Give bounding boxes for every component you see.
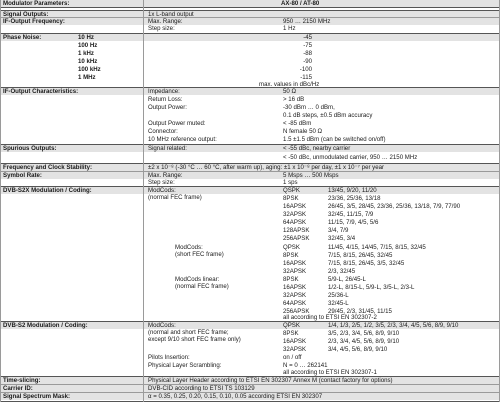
modcod-mod: 16APSK [283, 284, 307, 291]
modcod-rates: 32/45, 3/4 [328, 235, 356, 242]
dvbs2x-group-title: ModCods: [148, 187, 176, 194]
reference-output-value: 1.5 ±1.5 dBm (can be switched on/off) [283, 136, 386, 143]
phase-noise-value: -90 [303, 58, 312, 65]
signal-spectrum-mask-label: Signal Spectrum Mask: [3, 393, 71, 400]
output-power-muted-value: < -85 dBm [283, 120, 312, 127]
rule [0, 17, 500, 18]
dvbs2x-group-subtitle: (normal FEC frame) [175, 283, 229, 290]
time-slicing-label: Time-slicing: [3, 377, 41, 384]
modcod-rates: 2/3, 32/45 [328, 268, 356, 275]
dvbs2-modcods-line: ModCods: [148, 322, 176, 329]
rule [0, 401, 500, 402]
if-output-frequency-bar [0, 18, 500, 25]
modcod-rates: 3/4, 7/9 [328, 227, 349, 234]
signal-related-value: < -55 dBc, nearby carrier [283, 145, 351, 152]
modcod-rates: 13/45, 9/20, 11/20 [328, 187, 377, 194]
signal-related-label: Signal related: [148, 145, 187, 152]
modcod-mod: 16APSK [283, 338, 307, 345]
column-divider [0, 0, 1, 402]
carrier-id-value: DVB-CID according to ETSI TS 103129 [148, 385, 255, 392]
header-bar [0, 0, 500, 7]
phase-noise-freq: 100 kHz [78, 66, 101, 73]
phase-noise-freq: 1 kHz [78, 50, 94, 57]
dvbs2x-group-title: ModCods: [175, 244, 203, 251]
if-output-characteristics-label: IF-Output Characteristics: [3, 88, 79, 95]
impedance-label: Impedance: [148, 88, 180, 95]
dvbs2x-group-subtitle: (short FEC frame) [175, 251, 224, 258]
return-loss-value: > 16 dB [283, 96, 305, 103]
dvbs2-footer: all according to ETSI EN 302307-1 [283, 369, 377, 376]
phase-noise-bar [0, 34, 500, 41]
modcod-rates: 2/3, 3/4, 4/5, 5/6, 8/9, 9/10 [328, 338, 400, 345]
phase-noise-value: -75 [303, 42, 312, 49]
modcod-mod: 8PSK [283, 276, 299, 283]
output-power-value: -30 dBm … 0 dBm, [283, 104, 335, 111]
scrambling-label: Physical Layer Scrambling: [148, 362, 222, 369]
frequency-stability-label: Frequency and Clock Stability: [3, 164, 93, 171]
phase-noise-value: -88 [303, 50, 312, 57]
rule [0, 7, 500, 8]
pilots-insertion-label: Pilots Insertion: [148, 354, 190, 361]
modcod-rates: 7/15, 8/15, 26/45, 3/5, 32/45 [328, 260, 405, 267]
modcod-mod: 16APSK [283, 203, 307, 210]
signal-outputs-label: Signal Outputs: [3, 11, 49, 18]
model-header: AX-80 / AT-80 [281, 0, 320, 7]
modcod-rates: 23/36, 25/36, 13/18 [328, 195, 381, 202]
symbol-rate-step-label: Step size: [148, 179, 175, 186]
symbol-rate-max-value: 5 Msps … 500 Msps [283, 172, 339, 179]
modcod-mod: 128APSK [283, 227, 310, 234]
phase-noise-freq: 10 kHz [78, 58, 98, 65]
symbol-rate-max-label: Max. Range: [148, 172, 183, 179]
step-size-label: Step size: [148, 25, 175, 32]
if-output-frequency-label: IF-Output Frequency: [3, 18, 65, 25]
step-size-value: 1 Hz [283, 25, 296, 32]
signal-spectrum-mask-value: α = 0.35, 0.25, 0.20, 0.15, 0.10, 0.05 according ETSI EN 302307 [148, 393, 323, 400]
symbol-rate-bar [0, 172, 500, 179]
max-range-value: 950 … 2150 MHz [283, 18, 331, 25]
modcod-rates: 3/4, 4/5, 5/6, 8/9, 9/10 [328, 346, 388, 353]
dvbs2-modcods-line: except 9/10 short FEC frame only) [148, 336, 241, 343]
output-power-steps: 0.1 dB steps, ±0.5 dBm accuracy [283, 112, 373, 119]
phase-noise-value: -45 [303, 34, 312, 41]
pilots-insertion-value: on / off [283, 354, 302, 361]
modcod-rates: 32/45, 11/15, 7/9 [328, 211, 374, 218]
modcod-mod: 64APSK [283, 219, 307, 226]
modcod-rates: 7/15, 8/15, 26/45, 32/45 [328, 252, 393, 259]
impedance-value: 50 Ω [283, 88, 297, 95]
rule [0, 144, 500, 145]
modcod-mod: 16APSK [283, 260, 307, 267]
rule [0, 171, 500, 172]
modcod-rates: 11/45, 4/15, 14/45, 7/15, 8/15, 32/45 [328, 244, 426, 251]
scrambling-value: N = 0 … 262141 [283, 362, 328, 369]
rule [0, 10, 500, 11]
connector-label: Connector: [148, 128, 178, 135]
modcod-rates: 1/4, 1/3, 2/5, 1/2, 3/5, 2/3, 3/4, 4/5, 5/6, 8/9, 9/10 [328, 322, 459, 329]
modcod-mod: 8PSK [283, 252, 299, 259]
spurious-outputs-bar [0, 145, 500, 152]
modcod-rates: 26/45, 3/5, 28/45, 23/36, 25/36, 13/18, 7/9, 77/90 [328, 203, 461, 210]
params-header: Modulator Parameters: [3, 0, 70, 7]
modcod-rates: 29/45, 2/3, 31/45, 11/15 [328, 308, 392, 315]
modcod-mod: 32APSK [283, 292, 307, 299]
modcod-mod: QPSK [283, 244, 300, 251]
modcod-mod: 8PSK [283, 330, 299, 337]
signal-outputs-value: 1x L-band output [148, 11, 194, 18]
modcod-mod: QPSK [283, 322, 300, 329]
modcod-mod: 32APSK [283, 268, 307, 275]
modcod-mod: 32APSK [283, 346, 307, 353]
return-loss-label: Return Loss: [148, 96, 183, 103]
carrier-id-label: Carrier ID: [3, 385, 33, 392]
phase-noise-unit-note: max. values in dBc/Hz [259, 81, 320, 88]
time-slicing-value: Physical Layer Header according to ETSI EN 302307 Annex M (contact factory for options) [148, 377, 393, 384]
modcod-rates: 5/9-L, 26/45-L [328, 276, 366, 283]
phase-noise-value: -100 [299, 66, 312, 73]
phase-noise-freq: 100 Hz [78, 42, 98, 49]
max-range-label: Max. Range: [148, 18, 183, 25]
modcod-rates: 32/45-L [328, 300, 349, 307]
connector-value: N female 50 Ω [283, 128, 323, 135]
rule [0, 33, 500, 34]
column-divider [143, 0, 144, 402]
dvbs2-modcods-line: (normal and short FEC frame; [148, 329, 229, 336]
modcod-mod: 8PSK [283, 195, 299, 202]
modcod-rates: 1/2-L, 8/15-L, 5/9-L, 3/5-L, 2/3-L [328, 284, 415, 291]
modcod-mod: 64APSK [283, 300, 307, 307]
dvbs2x-footer: all according to ETSI EN 302307-2 [283, 314, 377, 321]
output-power-label: Output Power: [148, 104, 187, 111]
modcod-mod: QSPK [283, 187, 300, 194]
frequency-stability-value: ±2 x 10⁻⁸ (-30 °C … 60 °C, after warm up), aging: ±1 x 10⁻⁸ per day, ±1 x 10⁻⁷ per year [148, 164, 385, 171]
phase-noise-value: -115 [300, 74, 312, 81]
symbol-rate-label: Symbol Rate: [3, 172, 42, 179]
unmodulated-carrier-value: < -50 dBc, unmodulated carrier, 950 … 2150 MHz [283, 154, 418, 161]
phase-noise-freq: 1 MHz [78, 74, 96, 81]
dvbs2x-label: DVB-S2X Modulation / Coding: [3, 187, 92, 194]
phase-noise-label: Phase Noise: [3, 34, 42, 41]
dvbs2-label: DVB-S2 Modulation / Coding: [3, 322, 88, 329]
dvbs2x-group-title: ModCods linear: [175, 276, 220, 283]
modcod-rates: 3/5, 2/3, 3/4, 5/6, 8/9, 9/10 [328, 330, 400, 337]
reference-output-label: 10 MHz reference output: [148, 136, 217, 143]
symbol-rate-step-value: 1 sps [283, 179, 298, 186]
spurious-outputs-label: Spurious Outputs: [3, 145, 57, 152]
dvbs2x-group-subtitle: (normal FEC frame) [148, 194, 202, 201]
modcod-rates: 25/36-L [328, 292, 349, 299]
phase-noise-freq: 10 Hz [78, 34, 94, 41]
modcod-mod: 256APSK [283, 308, 310, 315]
modcod-mod: 256APSK [283, 235, 310, 242]
modcod-mod: 32APSK [283, 211, 307, 218]
output-power-muted-label: Output Power muted: [148, 120, 206, 127]
modcod-rates: 11/15, 7/9, 4/5, 5/6 [328, 219, 379, 226]
